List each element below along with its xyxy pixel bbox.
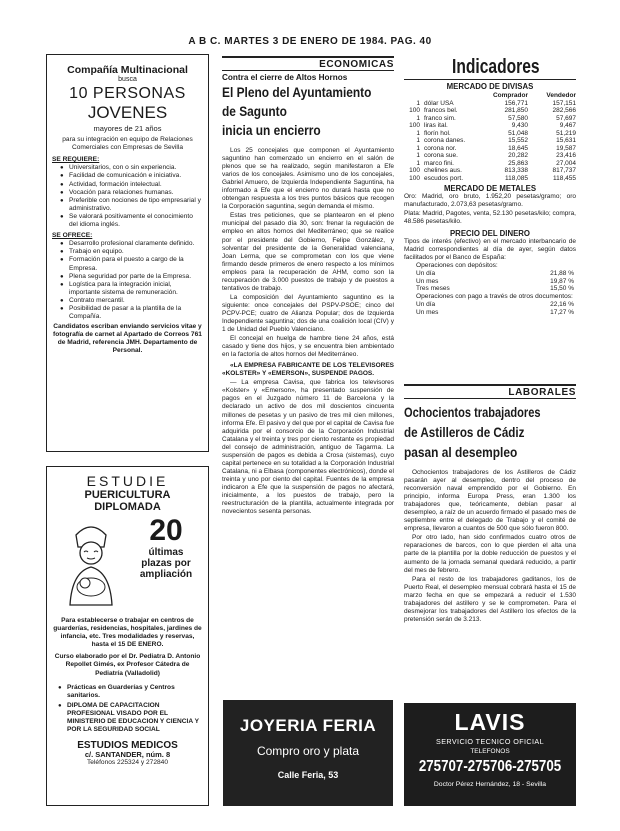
ad-ages: mayores de 21 años [93,124,162,133]
list-item: ● Universitarios, con o sin experiencia. [60,164,203,172]
table-row [404,167,576,175]
currency-qty: 1 [416,159,420,167]
comprador-value: 57,580 [508,114,528,122]
list-item: ● Prácticas en Guarderías y Centros sanitarios. [58,684,203,700]
table-row [404,115,576,123]
ad-purpose: para su integración en equipo de Relaciones Comerciales con Empresas de Sevilla [62,136,193,152]
currency-qty: 1 [416,114,420,122]
divisas-title: MERCADO DE DIVISAS [446,82,534,91]
currency-qty: 100 [409,107,420,114]
rate-value: 22,16 % [550,301,574,309]
ad-offers-list [60,240,203,321]
ad-requires-list [60,164,203,229]
lavis-line1: SERVICIO TECNICO OFICIAL [436,737,544,746]
comprador-value: 813,338 [504,167,528,174]
metales-title: MERCADO DE METALES [443,184,537,193]
ad-bullets [58,684,203,735]
ad-requires-label: SE REQUIERE: [52,156,100,164]
currency-qty: 1 [416,137,420,144]
headline-line3: inicia un encierro [222,123,321,139]
headline-line1: El Pleno del Ayuntamiento [222,85,372,101]
vendedor-value: 19,587 [556,144,576,152]
col-vendedor: Vendedor [546,92,576,99]
paragraph: Estas tres peticiones, que se plantearon en el pleno municipal del pasado día 30, son: frenar la regulación de empleo en altos hornos del Mediterráneo; que se realice por el presidente del Gobierno, Felipe González, y solventar del presidente de la Generalidad valenciana, Joan Lerma, que se comprometan con los que viene firmando desde primeros de enero respecto a los mínimos empleos para la recuperación de AHM, como son la recuperación de 3.000 puestos de trabajo y de puestos a tentativos de trabajo. [222,212,394,292]
comprador-value: 9,430 [511,122,528,129]
vendedor-value: 282,566 [552,107,576,114]
vendedor-value: 9,467 [559,122,576,129]
comprador-value: 281,850 [504,107,528,114]
headline-line3: pasan al desempleo [404,445,518,461]
list-item: ● Posibilidad de pasar a la plantilla de la Compañía. [60,305,203,321]
table-row [416,278,574,286]
currency-name: corona danes. [424,137,466,144]
table-row [404,122,576,130]
list-item: ● Contrato mercantil. [60,297,203,305]
currency-qty: 1 [416,99,420,107]
lavis-address: Doctor Pérez Hernández, 18 - Sevilla [433,781,547,788]
list-item: ● Desarrollo profesional claramente definido. [60,240,203,248]
indicadores-title: Indicadores [452,56,540,78]
vendedor-value: 157,151 [552,99,576,107]
currency-name: florín hol. [424,129,451,137]
lavis-title: LAVIS [454,709,526,735]
vendedor-value: 51,219 [556,129,576,137]
ad-sub2: plazas por [141,558,191,569]
metales-text: Oro: Madrid, oro bruto, 1.952,20 pesetas/gramo; oro manufacturado, 2.073,63 pesetas/gramo. [404,193,576,209]
vendedor-value: 817,737 [552,167,576,174]
table-row [404,152,576,160]
lavis-phones: 275707-275706-275705 [418,758,562,775]
section-label: LABORALES [508,387,576,398]
table-row [404,145,576,153]
paragraph: El concejal en huelga de hambre tiene 24 años, está casado y tiene dos hijos, y se encuentra bien ambientado en la factoría de altos hornos del Mediterráneo. [222,335,394,359]
dinero-section1: Operaciones con depósitos: [416,262,498,270]
currency-name: corona sue. [424,152,458,159]
rate-term: Un mes [416,308,439,316]
joyeria-line2: Calle Feria, 53 [277,770,339,780]
col-comprador: Comprador [492,92,528,99]
table-row [404,175,576,183]
list-item: ● DIPLOMA DE CAPACITACION PROFESIONAL VISADO POR EL MINISTERIO DE EDUCACION Y CIENCIA Y POR LA SEGURIDAD SOCIAL [58,702,203,734]
currency-name: liras ital. [424,122,448,129]
indicadores-section [404,56,576,316]
ad-title-jovenes: JOVENES [87,103,168,122]
divisas-table [404,92,576,182]
currency-qty: 100 [409,174,420,182]
comprador-value: 18,645 [508,144,528,152]
nurse-illustration [56,517,126,609]
ad-phones: Teléfonos 225324 y 272840 [86,759,169,767]
ad-curso: Curso elaborado por el Dr. Pediatra D. Antonio Repollet Gimés, ex Profesor Cátedra de Pediatría (Valladolid) [54,653,201,677]
rate-term: Tres meses [416,285,450,293]
list-item: ● Vocación para relaciones humanas. [60,189,203,197]
ad-offers-label: SE OFRECE: [52,232,93,240]
currency-name: dólar USA [424,99,454,107]
dinero-table-2 [416,301,574,316]
list-item: ● Facilidad de comunicación e iniciativa. [60,172,203,180]
ad-address: c/. SANTANDER, núm. 8 [84,750,171,760]
comprador-value: 156,771 [504,99,528,107]
ad-company: Compañía Multinacional [67,64,188,76]
table-row [416,309,574,317]
list-item: ● Actividad, formación intelectual. [60,181,203,189]
article-body [222,147,394,516]
currency-qty: 100 [409,167,420,174]
comprador-value: 15,552 [508,137,528,144]
rate-value: 21,88 % [550,270,574,278]
table-row [404,107,576,115]
vendedor-value: 15,631 [556,137,576,144]
vendedor-value: 23,416 [556,152,576,159]
list-item: ● Trabajo en equipo. [60,248,203,256]
page-header: A B C. MARTES 3 DE ENERO DE 1984. PAG. 40 [188,36,432,47]
joyeria-line1: Compro oro y plata [256,744,360,758]
ad-title-personas: 10 PERSONAS [69,85,186,102]
dinero-title: PRECIO DEL DINERO [449,229,530,239]
ad-lavis [404,703,576,806]
ad-sub3: ampliación [139,569,193,580]
vendedor-value: 27,004 [556,159,576,167]
list-item: ● Preferible con nociones de tipo empresarial y administrativo. [60,197,203,213]
dinero-table-1 [416,270,574,293]
currency-name: corona nor. [424,144,457,152]
ad-title: PUERICULTURA DIPLOMADA [84,489,171,513]
currency-name: francos bel. [424,107,458,114]
table-row [404,130,576,138]
list-item: ● Plena seguridad por parte de la Empresa. [60,273,203,281]
ad-sub1: últimas [148,547,184,558]
currency-name: escudos port. [424,174,464,182]
joyeria-title: JOYERIA FERIA [239,716,377,735]
headline-line2: de Astilleros de Cádiz [404,425,525,441]
paragraph: Ochocientos trabajadores de los Astilleros de Cádiz pasarán ayer al desempleo, dentro del proceso de reconversión naval emprendido por el Gobierno. En principio, informa Europa Press, eran 1.300 los trabajadores que, teóricamente, debían pasar al desempleo, a raíz de un acuerdo firmado el pasado mes de septiembre entre el delegado de Trabajo y el comité de empresa, llevaron a cuantos de 500 que sólo fueron 800. [404,469,576,533]
rate-term: Un día [416,301,436,309]
list-item: ● Logística para la integración inicial, importante sistema de remuneración. [60,281,203,297]
currency-name: chelines aus. [424,167,462,174]
table-row [404,137,576,145]
paragraph: Para el resto de los trabajadores gaditanos, los de Puerto Real, el desempleo mensual cobrará hasta el 15 de marzo fecha en que se empezará a reducir el 1.530 trabajadores del astillero y se le comprometen. Para el desmejorar los trabajadores del Astillero los efectos de la pretensión serán de 3.213. [404,575,576,623]
ad-estudios: ESTUDIOS MEDICOS [77,740,178,752]
list-item: ● Formación para el puesto a cargo de la Empresa. [60,256,203,272]
article-body [404,469,576,624]
list-item: ● Se valorará positivamente el conocimiento del idioma inglés. [60,213,203,229]
headline-line2: de Sagunto [222,104,287,120]
currency-qty: 100 [409,122,420,129]
paragraph: Por otro lado, han sido confirmados cuatro otros de reparaciones de barcos, con lo que pierden el alta una parte de la plantilla por la doble reducción de puestos y el aumento de la jornada semanal quedará reducido, a partir del mes de febrero. [404,534,576,574]
ad-busca: busca [118,76,137,83]
ad-para: Para establecerse o trabajar en centros de guarderías, residencias, hospitales, jardines de infancia, etc. Tres modalidades y reservas, hasta el 15 DE ENERO. [53,617,202,649]
currency-qty: 1 [416,152,420,159]
sub-headline: «LA EMPRESA FABRICANTE DE LOS TELEVISORES «KOLSTER» Y «EMERSON», SUSPENDE PAGOS. [222,362,394,378]
comprador-value: 25,863 [508,159,528,167]
currency-name: franco sim. [424,114,456,122]
ad-estudie: ESTUDIE [86,473,169,489]
ad-puericultura [46,466,209,806]
comprador-value: 51,048 [508,129,528,137]
rate-value: 15,50 % [550,285,574,293]
rate-term: Un mes [416,277,439,285]
paragraph: — La empresa Cavisa, que fabrica los televisores «Kolster» y «Emerson», ha presentado suspensión de pagos en el Juzgado número 11 de Barcelona y la declarado un activo de dos mil doscientos cincuenta millones de pesetas y un pasivo de tres mil cien millones, informa Efe. El pasivo y del que por el capital de Cavisa fue adquirida por el consorcio de la Corporación Industrial Catalana y el treinta y tres por ciento restante es propiedad del consejo de administración, antiguo de Tagarma. La suspensión de pagos es debida a Crosa (sistemas), cuyo capital pertenece en su totalidad a la Corporación Industrial Catalana, ni a Elbasa (componentes electrónicos), donde el treinta y uno por ciento del capital. Fuentes de la empresa indicaron a Efe que la suspensión de pagos no afectará, inicialmente, a los puestos de trabajo, pero la reestructuración de la plantilla, actualmente integrada por novecientos sesenta personas. [222,379,394,516]
table-row [404,160,576,168]
table-row [416,270,574,278]
table-row [416,285,574,293]
vendedor-value: 118,455 [552,174,576,182]
comprador-value: 118,085 [504,174,528,182]
ad-multinacional [46,54,209,452]
table-row [404,100,576,108]
table-row [416,301,574,309]
laborales-section [404,384,576,625]
ad-closing: Candidatos escriban enviando servicios vitae y fotografía de carnet al Apartado de Correos 761 de Madrid, referencia JMH. Departamento de Personal. [53,323,202,355]
dinero-section2: Operaciones con pago a través de otros documentos: [416,292,573,300]
plata-text: Plata: Madrid, Pagotes, venta, 52.130 pesetas/kilo; compra, 48.586 pesetas/kilo. [404,210,576,226]
ad-joyeria [223,700,393,806]
currency-qty: 1 [416,129,420,137]
economicas-section [222,56,394,517]
rate-value: 19,87 % [550,277,574,285]
ad-number: 20 [149,514,183,547]
section-label: ECONOMICAS [319,59,394,70]
dinero-text: Tipos de interés (efectivo) en el mercado interbancario de Madrid correspondientes al día de ayer, según datos facilitados por el Banco de España: [404,238,576,262]
headline-line1: Ochocientos trabajadores [404,405,541,421]
paragraph: La composición del Ayuntamiento saguntino es la siguiente: once concejales del PSPV-PSOE; cinco del PCPV-PCE; cuatro de Alianza Popular; dos de Izquierda Independiente saguntina; dos de una coalición local (CIV) y 1 de Unidad del Pueblo Valenciano. [222,293,394,334]
currency-name: marco fini. [424,159,454,167]
currency-qty: 1 [416,144,420,152]
paragraph: Los 25 concejales que componen el Ayuntamiento saguntino han comenzado un encierro en el salón de plenos que se ha realizado, según manifestaron a Efe varios de los concejales. Asimismo uno de los concejales, Gabriel Amuero, de Izquierda Independiente Saguntina, ha informado a Efe que el encierro no durará hasta que no obtengan respuesta a los tres puntos básicos que recogen la Corporación saguntina, según demanda el mismo. [222,147,394,211]
rate-term: Un día [416,270,436,278]
lavis-line2: TELEFONOS [470,748,510,755]
article-kicker: Contra el cierre de Altos Hornos [222,73,348,82]
comprador-value: 20,282 [508,152,528,159]
rate-value: 17,27 % [550,308,574,316]
vendedor-value: 57,697 [556,114,576,122]
